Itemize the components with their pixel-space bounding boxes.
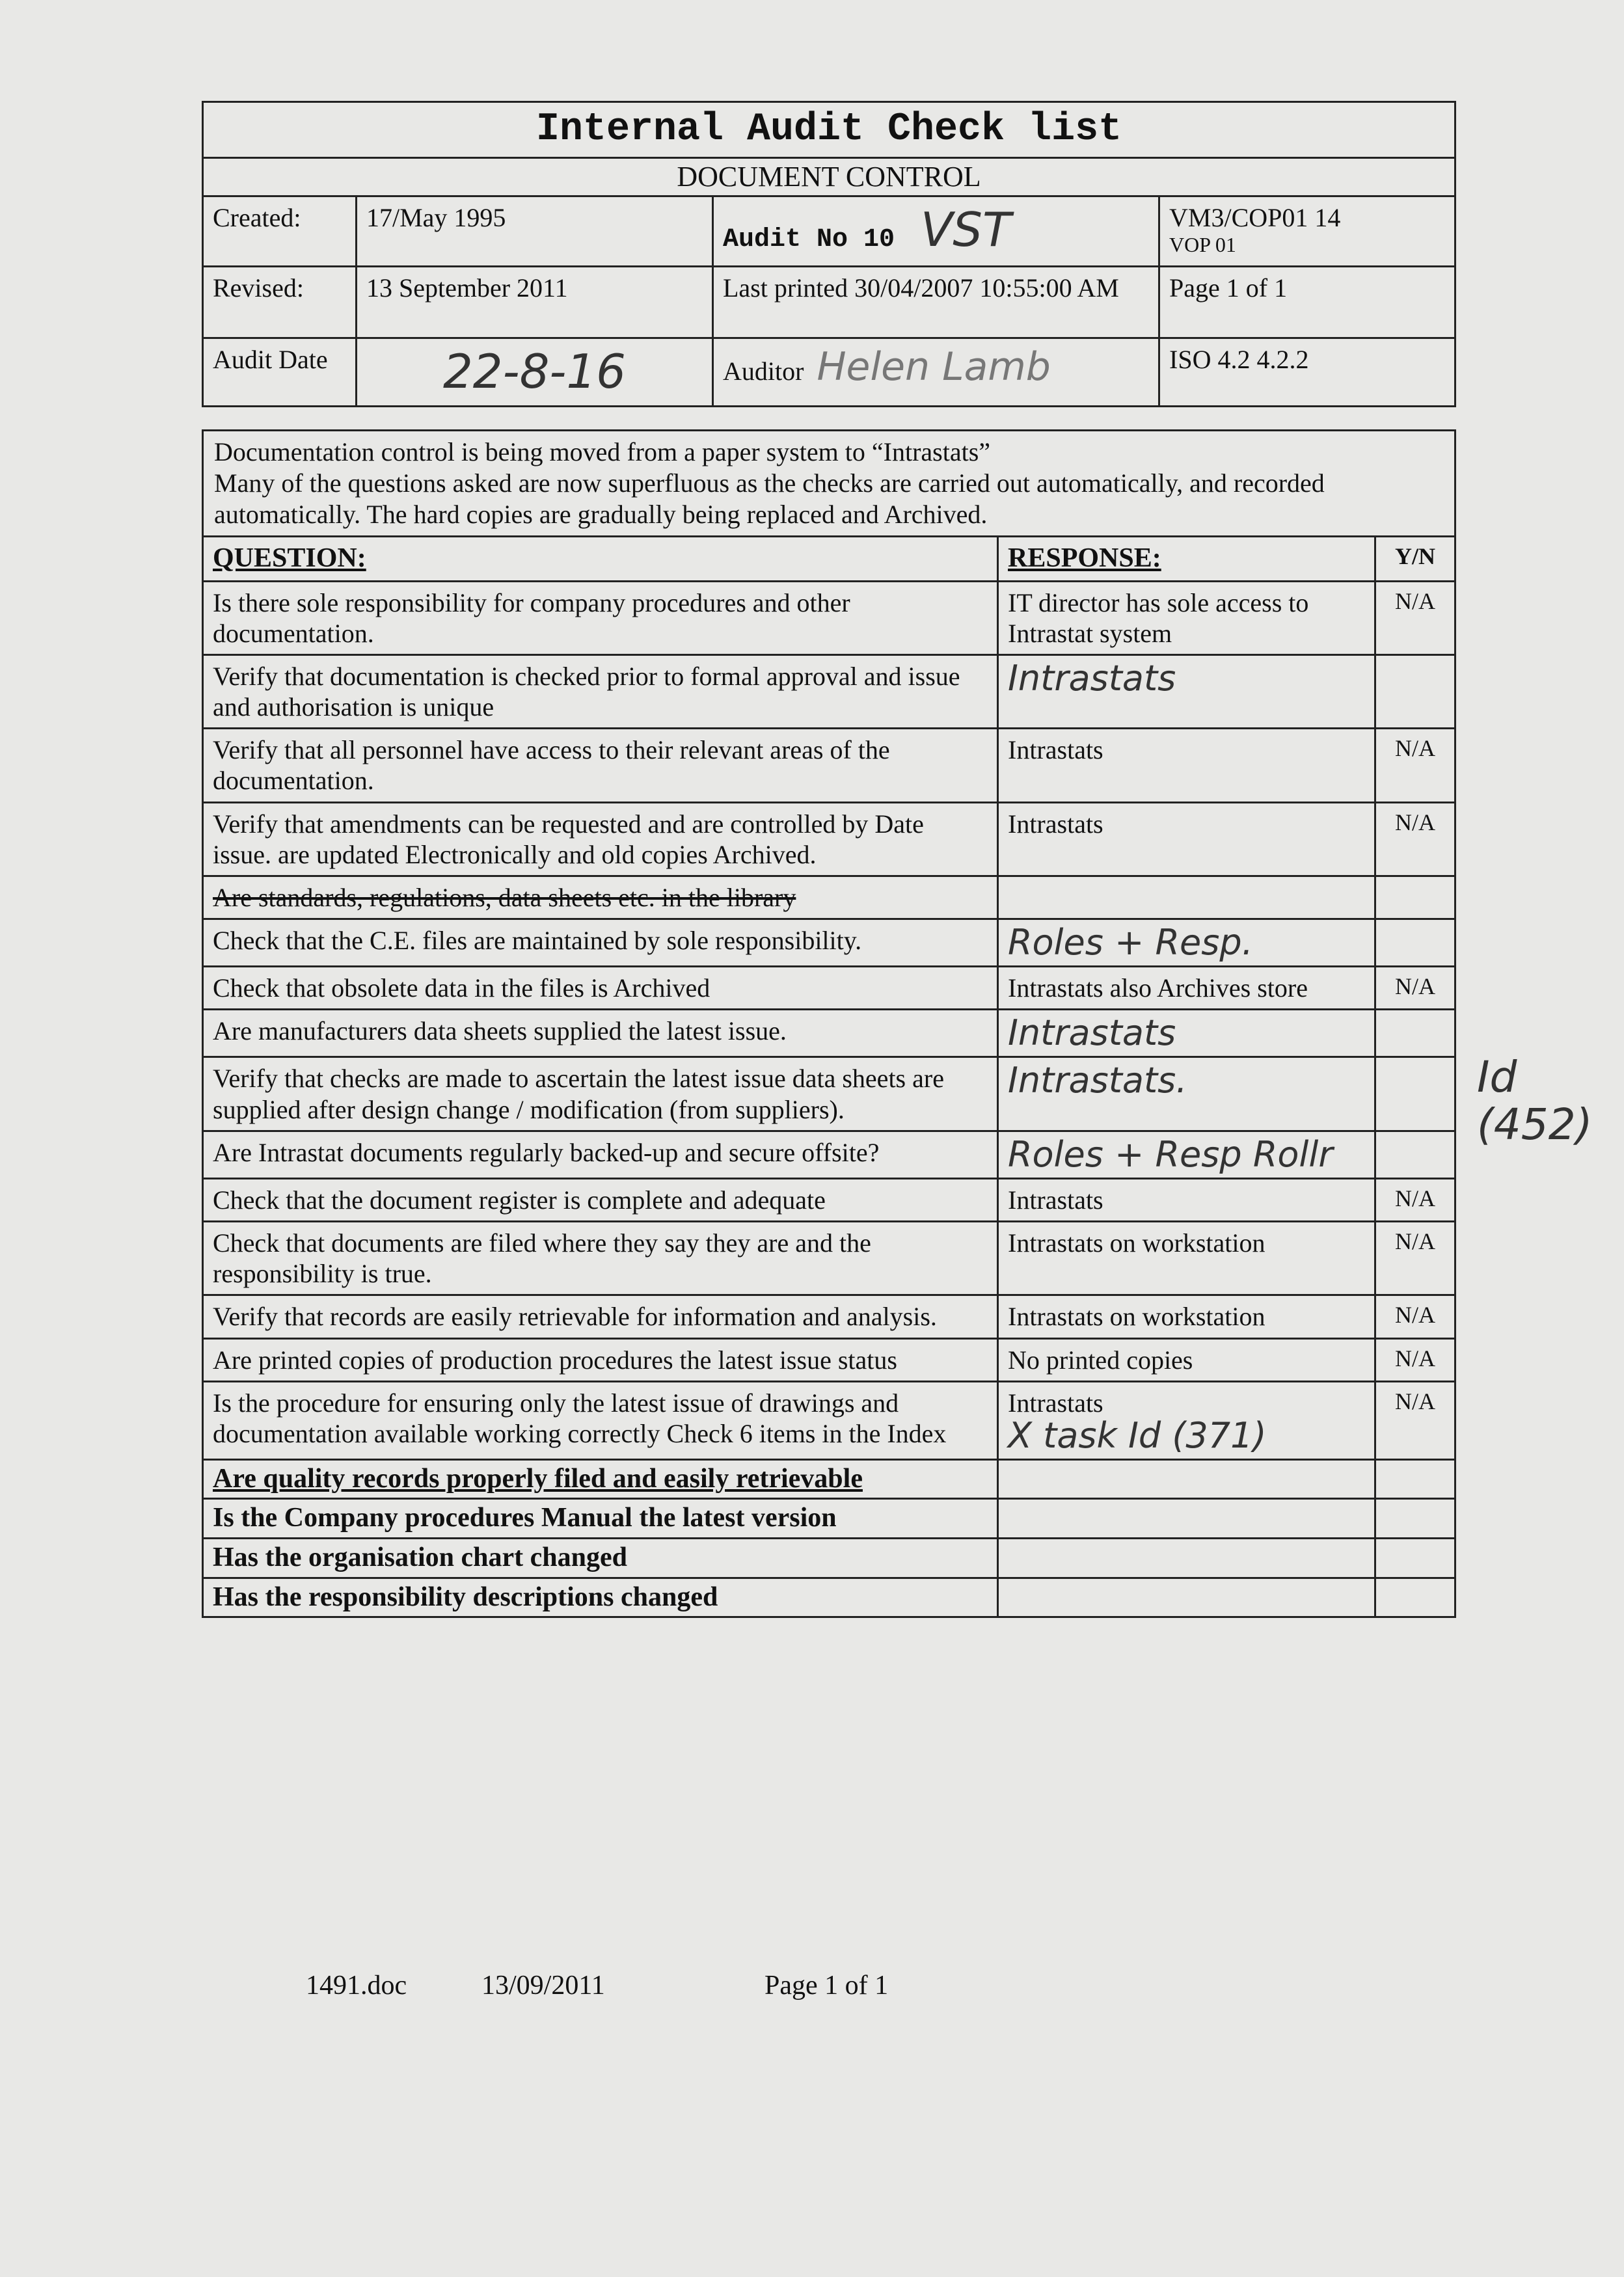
revised-label: Revised: [203,266,357,338]
table-row [203,1131,1455,1178]
response-cell [998,654,1375,728]
response-cell [998,1381,1375,1459]
response-cell [998,1578,1375,1617]
footer-filename: 1491.doc [306,1971,407,2001]
margin-handwritten-note: Id (452) [1477,1052,1593,1150]
question-cell: Is there sole responsibility for company procedures and other documentation. [203,581,998,654]
table-row [203,1178,1455,1221]
doc-ref-cell [1159,196,1455,266]
response-handwritten: Roles + Resp Rollr [1008,1133,1333,1175]
auditor-label: Auditor [723,356,804,386]
intro-line-2: Many of the questions asked are now superfluous as the checks are carried out automatically, and recorded automatically. The hard copies are gradually being replaced and Archived. [214,468,1325,529]
table-row [203,1459,1455,1499]
question-cell: Are standards, regulations, data sheets etc. in the library [203,876,998,919]
yn-cell [1375,1539,1455,1578]
bold-question-rows [203,1459,1455,1617]
table-row [203,1499,1455,1539]
response-text: Intrastats [1008,735,1103,765]
question-cell: Check that documents are filed where they say they are and the responsibility is true. [203,1221,998,1295]
doc-ref: VM3/COP01 14 [1169,202,1341,232]
response-cell [998,1010,1375,1057]
response-text: Intrastats on workstation [1008,1302,1265,1332]
table-row [203,1381,1455,1459]
response-text: Intrastats also Archives store [1008,973,1308,1003]
yn-cell: N/A [1375,967,1455,1010]
yn-cell [1375,1010,1455,1057]
revised-value: 13 September 2011 [357,266,713,338]
table-row [203,1578,1455,1617]
question-cell: Verify that amendments can be requested and are controlled by Date issue. are updated Electronically and old copies Archived. [203,802,998,876]
response-handwritten: X task Id (371) [1008,1414,1267,1456]
response-cell [998,802,1375,876]
audit-date-handwritten: 22-8-16 [442,344,626,399]
table-row [203,1539,1455,1578]
intro-text [203,431,1455,537]
yn-cell [1375,1578,1455,1617]
response-text: IT director has sole access to Intrastat system [1008,587,1309,648]
footer-page: Page 1 of 1 [765,1971,889,2001]
yn-cell [1375,876,1455,919]
question-cell: Check that obsolete data in the files is Archived [203,967,998,1010]
yn-cell: N/A [1375,1221,1455,1295]
checklist-table [202,429,1456,1618]
question-cell: Check that the C.E. files are maintained by sole responsibility. [203,919,998,967]
response-cell [998,1539,1375,1578]
header-table [202,101,1456,407]
response-text: Intrastats [1008,1185,1103,1215]
yn-cell [1375,1499,1455,1539]
response-cell [998,729,1375,802]
table-row [203,1295,1455,1338]
table-row [203,802,1455,876]
audit-date-label: Audit Date [203,338,357,406]
document-subtitle: DOCUMENT CONTROL [204,157,1454,195]
yn-cell: N/A [1375,1338,1455,1381]
response-cell [998,1057,1375,1131]
table-row [203,967,1455,1010]
iso-ref: ISO 4.2 4.2.2 [1159,338,1455,406]
response-cell [998,876,1375,919]
audit-number: Audit No 10 [723,224,895,254]
yn-column-header: Y/N [1375,537,1455,582]
response-column-header: RESPONSE: [998,537,1375,582]
response-cell [998,1295,1375,1338]
question-cell: Are manufacturers data sheets supplied the latest issue. [203,1010,998,1057]
yn-cell [1375,1057,1455,1131]
response-cell [998,1338,1375,1381]
created-value: 17/May 1995 [357,196,713,266]
audit-number-handwritten: VST [921,202,1011,257]
response-text: Intrastats [1008,1388,1103,1418]
table-row [203,1221,1455,1295]
table-row [203,876,1455,919]
question-cell: Verify that records are easily retrievable for information and analysis. [203,1295,998,1338]
response-text: Intrastats on workstation [1008,1228,1265,1258]
response-handwritten: Intrastats. [1008,1060,1187,1101]
response-cell [998,967,1375,1010]
yn-cell: N/A [1375,802,1455,876]
audit-number-cell [713,196,1159,266]
table-row [203,919,1455,967]
yn-cell: N/A [1375,581,1455,654]
response-cell [998,1221,1375,1295]
response-text: No printed copies [1008,1345,1193,1375]
question-cell: Verify that checks are made to ascertain the latest issue data sheets are supplied after design change / modification (from suppliers). [203,1057,998,1131]
yn-cell: N/A [1375,1295,1455,1338]
response-handwritten: Intrastats [1008,1012,1176,1054]
response-cell [998,1459,1375,1499]
created-label: Created: [203,196,357,266]
document-title: Internal Audit Check list [535,107,1122,152]
response-cell [998,1178,1375,1221]
response-text: Intrastats [1008,809,1103,839]
question-cell: Verify that all personnel have access to their relevant areas of the documentation. [203,729,998,802]
bold-question-cell: Is the Company procedures Manual the latest version [203,1499,998,1539]
bold-question-cell: Are quality records properly filed and easily retrievable [203,1459,998,1499]
response-cell [998,1499,1375,1539]
yn-cell: N/A [1375,1381,1455,1459]
yn-cell [1375,654,1455,728]
response-cell [998,1131,1375,1178]
bold-question-cell: Has the organisation chart changed [203,1539,998,1578]
question-cell: Are Intrastat documents regularly backed-up and secure offsite? [203,1131,998,1178]
question-cell: Check that the document register is complete and adequate [203,1178,998,1221]
response-cell [998,919,1375,967]
question-cell: Is the procedure for ensuring only the latest issue of drawings and documentation available working correctly Check 6 items in the Index [203,1381,998,1459]
response-cell [998,581,1375,654]
doc-ref-sub: VOP 01 [1169,232,1236,256]
yn-cell: N/A [1375,1178,1455,1221]
yn-cell [1375,1459,1455,1499]
audit-date-cell [357,338,713,406]
table-row [203,581,1455,654]
last-printed: Last printed 30/04/2007 10:55:00 AM [713,266,1159,338]
yn-cell: N/A [1375,729,1455,802]
table-row [203,1010,1455,1057]
footer-date: 13/09/2011 [481,1971,605,2001]
page-count: Page 1 of 1 [1159,266,1455,338]
intro-line-1: Documentation control is being moved from a paper system to “Intrastats” [214,437,991,466]
response-handwritten: Roles + Resp. [1008,922,1253,963]
table-row [203,1057,1455,1131]
bold-question-cell: Has the responsibility descriptions changed [203,1578,998,1617]
table-row [203,1338,1455,1381]
question-cell: Are printed copies of production procedures the latest issue status [203,1338,998,1381]
auditor-handwritten: Helen Lamb [817,344,1051,390]
auditor-cell [713,338,1159,406]
question-cell: Verify that documentation is checked prior to formal approval and issue and authorisation is unique [203,654,998,728]
yn-cell [1375,919,1455,967]
yn-cell [1375,1131,1455,1178]
response-handwritten: Intrastats [1008,657,1176,699]
question-rows [203,581,1455,1459]
table-row [203,654,1455,728]
question-column-header: QUESTION: [203,537,998,582]
table-row [203,729,1455,802]
